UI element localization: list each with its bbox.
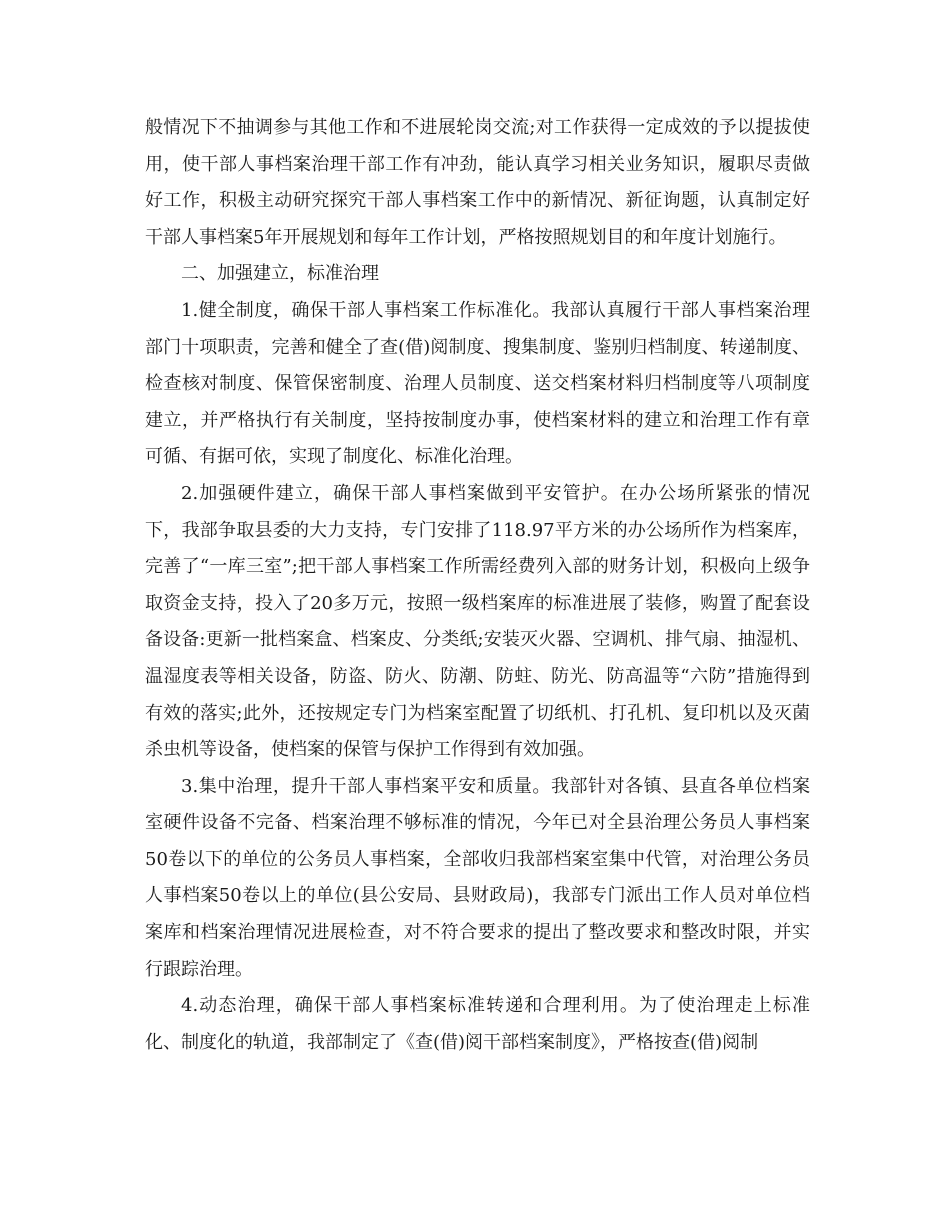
document-body (145, 110, 810, 1061)
paragraph-item-3: 3.集中治理，提升干部人事档案平安和质量。我部针对各镇、县直各单位档案室硬件设备不完备、档案治理不够标准的情况，今年已对全县治理公务员人事档案50卷以下的单位的公务员人事档案，全部收归我部档案室集中代管，对治理公务员人事档案50卷以上的单位(县公安局、县财政局)，我部专门派出工作人员对单位档案库和档案治理情况进展检查，对不符合要求的提出了整改要求和整改时限，并实行跟踪治理。 (145, 775, 810, 980)
section-heading: 二、加强建立，标准治理 (181, 263, 379, 285)
paragraph-continuation: 般情况下不抽调参与其他工作和不进展轮岗交流;对工作获得一定成效的予以提拔使用，使干部人事档案治理干部工作有冲劲，能认真学习相关业务知识，履职尽责做好工作，积极主动研究探究干部人事档案工作中的新情况、新征询题，认真制定好干部人事档案5年开展规划和每年工作计划，严格按照规划目的和年度计划施行。 (145, 117, 810, 248)
paragraph-item-2: 2.加强硬件建立，确保干部人事档案做到平安管护。在办公场所紧张的情况下，我部争取县委的大力支持，专门安排了118.97平方米的办公场所作为档案库，完善了“一库三室”;把干部人事档案工作所需经费列入部的财务计划，积极向上级争取资金支持，投入了20多万元，按照一级档案库的标准进展了装修，购置了配套设备设备:更新一批档案盒、档案皮、分类纸;安装灭火器、空调机、排气扇、抽湿机、温湿度表等相关设备，防盗、防火、防潮、防蛀、防光、防高温等“六防”措施得到有效的落实;此外，还按规定专门为档案室配置了切纸机、打孔机、复印机以及灭菌杀虫机等设备，使档案的保管与保护工作得到有效加强。 (145, 482, 810, 761)
paragraph-item-4: 4.动态治理，确保干部人事档案标准转递和合理利用。为了使治理走上标准化、制度化的轨道，我部制定了《查(借)阅干部档案制度》，严格按查(借)阅制 (145, 995, 810, 1053)
paragraph-item-1: 1.健全制度，确保干部人事档案工作标准化。我部认真履行干部人事档案治理部门十项职责，完善和健全了查(借)阅制度、搜集制度、鉴别归档制度、转递制度、检查核对制度、保管保密制度、治理人员制度、送交档案材料归档制度等八项制度建立，并严格执行有关制度，坚持按制度办事，使档案材料的建立和治理工作有章可循、有据可依，实现了制度化、标准化治理。 (145, 299, 810, 468)
